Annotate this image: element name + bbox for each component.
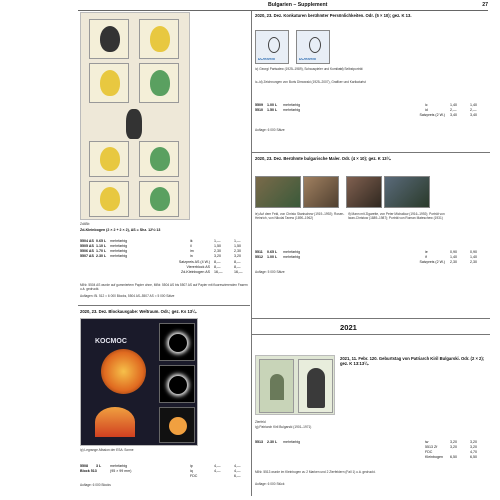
catalog-no: 5506 AS — [80, 249, 94, 253]
beetle-stamp — [139, 63, 179, 103]
catalog-p1: 2,— — [450, 108, 457, 112]
catalog-no: 5511 — [255, 250, 263, 254]
catalog-p2: 3,20 — [234, 254, 241, 258]
catalog-p1: 4,— — [214, 469, 221, 473]
catalog-no: 5512 — [255, 255, 263, 259]
stamp-country-label: БЪЛГАРИЯ — [299, 57, 316, 61]
stamp-country-label: БЪЛГАРИЯ — [258, 57, 275, 61]
set-price-used: 8,— — [234, 265, 241, 269]
set-price-used: 8,— — [234, 260, 241, 264]
caricature-stamp — [296, 30, 330, 64]
caricatures-title: 2020, 23. Dez. Konkaturen berühmter Persönlichkeiten. Odr. (5 × 10); gez. K 13. — [255, 13, 412, 18]
catalog-p2: 6,50 — [470, 455, 477, 459]
catalog-code: id — [425, 108, 428, 112]
sheet-label: KOCMOC — [95, 338, 127, 345]
catalog-row — [80, 474, 248, 479]
catalog-value: 1.10 L — [96, 244, 107, 248]
catalog-value: 1.70 L — [96, 249, 107, 253]
set-price-used: 16,— — [234, 270, 243, 274]
catalog-desc: mehrfarbig — [110, 249, 128, 253]
catalog-row — [255, 455, 487, 460]
set-price-mint: 16,— — [214, 270, 223, 274]
catalog-value: 1.00 L — [267, 255, 278, 259]
page-title: Bulgarien – Supplement — [268, 2, 328, 8]
catalog-code: ik — [190, 239, 193, 243]
church-label — [259, 359, 294, 413]
catalog-p1: 3,20 — [450, 445, 457, 449]
catalog-no: 5505 AS — [80, 244, 94, 248]
sheet-caption: Zd4Bb — [80, 222, 90, 226]
catalog-desc: mehrfarbig — [283, 103, 301, 107]
beetle-icon — [100, 26, 120, 52]
catalog-p1: 4,— — [214, 464, 221, 468]
painting-stamp — [303, 176, 339, 208]
patriarch-sheet — [255, 355, 335, 415]
catalog-no: 5507 AS — [80, 254, 94, 258]
catalog-code: if — [425, 255, 427, 259]
catalog-desc: mehrfarbig — [283, 108, 301, 112]
catalog-code: 5513 Zf — [425, 445, 438, 449]
beetle-stamp — [139, 19, 179, 59]
catalog-code: in — [190, 254, 193, 258]
block-caption: ip) Legrange-Mission der ESA: Sonne — [80, 448, 134, 452]
set-price-label: Satzpreis (2 W.) — [419, 260, 445, 264]
catalog-p2: 2,30 — [234, 249, 241, 253]
set-price-mint: 2,30 — [450, 260, 457, 264]
catalog-note: Auflagen: Bl. 512 = 6 000 Blocks, 5504 AS–5507 AS = 5 000 Sätze — [80, 294, 175, 298]
catalog-p2: 2,— — [470, 108, 477, 112]
catalog-p1: 6,50 — [450, 455, 457, 459]
longhorn-beetle-illustration — [126, 109, 142, 139]
painting-caption: if) Mann mit Zigarette, von Peter Michailow (1916–1992); Porträt von Iwan-Christow (1889–1987); Porträt von Roman Mateschew (1931) — [348, 212, 445, 221]
beetle-icon — [150, 187, 170, 211]
portrait-sketch — [309, 37, 321, 53]
stamp-caption: ic) Georgi Partsalew (1925–1989), Schauspieler und Komiker — [255, 67, 342, 71]
painting-stamp — [346, 176, 382, 208]
set-price-row — [80, 270, 248, 275]
beetle-stamp — [89, 141, 129, 177]
catalog-desc: mehrfarbig — [283, 250, 301, 254]
catalog-p1: 3,20 — [214, 254, 221, 258]
catalog-code: il — [190, 244, 192, 248]
catalog-desc: mehrfarbig — [110, 254, 128, 258]
painters-title: 2020, 23. Dez. Berühmte bulgarische Maler. Odr. (4 × 10); gez. K 13¼. — [255, 156, 392, 161]
set-price-label: Viererblock AS — [186, 265, 210, 269]
eclipse-stamp — [159, 365, 195, 403]
catalog-code: iw — [425, 440, 429, 444]
eclipse-icon — [169, 376, 187, 394]
catalog-desc: mehrfarbig — [283, 255, 301, 259]
catalog-p1: 1,40 — [450, 103, 457, 107]
beetle-icon — [150, 70, 170, 96]
catalog-code: ie — [425, 250, 428, 254]
block-title: 2020, 23. Dez. Blockausgabe: Weltraum. Odr.; gez. Ks 13¼. — [80, 309, 197, 314]
catalog-p2: 1,50 — [234, 244, 241, 248]
beetle-stamp — [89, 19, 129, 59]
catalog-p2: 1,— — [234, 239, 241, 243]
catalog-desc: mehrfarbig — [110, 239, 128, 243]
patriarch-stamp — [298, 359, 333, 413]
painting-caption: ie) Auf dem Feld, von Christo Stanischew (1919–1992); Rosen-Heinrich, von Nikolai Tanew (1890–1962) — [255, 212, 345, 221]
beetle-stamp — [139, 141, 179, 177]
painters-note: Auflage: 5 000 Sätze — [255, 270, 285, 274]
catalog-desc: mehrfarbig — [110, 244, 128, 248]
catalog-desc: mehrfarbig — [283, 440, 301, 444]
page-number: 27 — [482, 2, 488, 8]
eclipse-stamp — [159, 407, 195, 443]
catalog-desc: (95 × 99 mm) — [110, 469, 132, 473]
catalog-p1: 0,90 — [450, 250, 457, 254]
painting-stamp — [384, 176, 430, 208]
catalog-code: im — [190, 249, 194, 253]
space-souvenir-sheet — [80, 318, 198, 446]
catalog-p2: 4,70 — [470, 450, 477, 454]
catalog-p2: 3,20 — [470, 445, 477, 449]
patriarch-title: 2021, 11. Febr. 120. Geburtstag von Patriarch Kiril Bulgarski. Odr. (2 × 2); gez. K 13:13¼. — [340, 356, 485, 367]
catalog-no: Block 513 — [80, 469, 97, 473]
set-price-used: 3,40 — [470, 113, 477, 117]
catalog-no: 5508 — [80, 464, 88, 468]
stamp-credit: ic–id) Zeichnungen von Boris Dimowski (1925–2007), Grafiker und Karikaturist — [255, 80, 366, 84]
catalog-p1: 3,20 — [450, 440, 457, 444]
beetle-icon — [150, 26, 170, 52]
catalog-value: 0.65 L — [96, 239, 107, 243]
eclipse-icon — [169, 334, 187, 352]
catalog-value: 2.30 L — [267, 440, 278, 444]
page-header — [78, 2, 488, 11]
patriarch-portrait — [307, 368, 325, 408]
catalog-p2: 6,— — [234, 474, 241, 478]
crescent-icon — [169, 417, 187, 435]
catalog-p2: 0,90 — [470, 250, 477, 254]
catalog-code: iq — [190, 469, 193, 473]
set-price-mint: 8,— — [214, 260, 221, 264]
set-price-mint: 8,— — [214, 265, 221, 269]
beetle-icon — [150, 147, 170, 171]
catalog-no: 5513 — [255, 440, 263, 444]
catalog-code: ip — [190, 464, 193, 468]
block-note: Auflage: 6 000 Blocks — [80, 483, 111, 487]
catalog-code: Kleinbogen — [425, 455, 443, 459]
sun-illustration — [101, 349, 146, 394]
catalog-no: 5509 — [255, 103, 263, 107]
stamp-caption: id) Selbstporträt — [340, 67, 363, 71]
catalog-value: 2.30 L — [96, 254, 107, 258]
beetle-icon — [100, 147, 120, 171]
beetle-icon — [100, 70, 120, 96]
set-price-row — [255, 260, 487, 265]
beetle-stamp — [89, 63, 129, 103]
catalog-p2: 1,40 — [470, 255, 477, 259]
catalog-p1: 1,— — [214, 239, 221, 243]
sheet-caption: ig) Patriarch Kiril Bulgarski (1901–1971) — [255, 425, 312, 429]
patriarch-note: Auflage: 6 000 Stück — [255, 482, 285, 486]
year-heading: 2021 — [340, 323, 357, 332]
set-price-label: Satzpreis AS (4 W.) — [178, 260, 210, 264]
catalog-row — [80, 254, 248, 259]
catalog-p1: 2,30 — [214, 249, 221, 253]
catalog-p2: 1,40 — [470, 103, 477, 107]
catalog-value: 0.65 L — [267, 250, 278, 254]
set-price-label: Zd-Kleinbogen AS — [181, 270, 210, 274]
section-divider — [252, 152, 490, 153]
portrait-sketch — [268, 37, 280, 53]
catalog-value: 3 L — [96, 464, 102, 468]
catalog-desc: mehrfarbig — [110, 464, 128, 468]
catalog-code: ic — [425, 103, 428, 107]
sunrise-illustration — [95, 407, 135, 437]
catalog-p2: 4,— — [234, 464, 241, 468]
beetle-miniature-sheet — [80, 12, 190, 220]
set-price-used: 2,30 — [470, 260, 477, 264]
catalog-value: 1.00 L — [267, 103, 278, 107]
catalog-note: MiNr. 5504 AS wurde auf gummiertem Papier ohne, MiNr. 5504 AS bis 5507 AS auf Papier mit fluoreszierenden Fasern u.ä. gedruckt. — [80, 283, 248, 292]
catalog-no: 5504 AS — [80, 239, 94, 243]
catalog-p2: 3,20 — [470, 440, 477, 444]
catalog-p1: 1,40 — [450, 255, 457, 259]
beetle-icon — [100, 187, 120, 211]
catalog-value: 1.50 L — [267, 108, 278, 112]
section-divider — [252, 334, 490, 335]
set-price-label: Satzpreis (2 W.) — [419, 113, 445, 117]
catalog-code: FDC — [425, 450, 433, 454]
patriarch-note: MiNr. 5513 wurde im Kleinbogen zu 2 Marken und 2 Zierfeldern (Fall 1) u.ä. gedruckt. — [255, 470, 376, 474]
section-divider — [252, 318, 490, 319]
sheet-caption: Zierfeld — [255, 420, 266, 424]
set-price-row — [255, 113, 487, 118]
column-divider — [251, 11, 252, 496]
beetle-stamp — [89, 181, 129, 217]
set-price-mint: 3,40 — [450, 113, 457, 117]
catalog-p1: 1,50 — [214, 244, 221, 248]
catalog-code: FDC — [190, 474, 198, 478]
eclipse-stamp — [159, 323, 195, 361]
caricature-stamp — [255, 30, 289, 64]
caricatures-note: Auflage: 6 000 Sätze — [255, 128, 285, 132]
church-icon — [270, 374, 284, 400]
beetle-stamp — [139, 181, 179, 217]
catalog-p2: 4,— — [234, 469, 241, 473]
catalog-no: 5510 — [255, 108, 263, 112]
painting-stamp — [255, 176, 301, 208]
section-divider — [78, 305, 250, 306]
series-title: Zd-Kleinbogen (2 × 2 + 2 × 2), AS = Shz. 12½:13 — [80, 228, 161, 232]
